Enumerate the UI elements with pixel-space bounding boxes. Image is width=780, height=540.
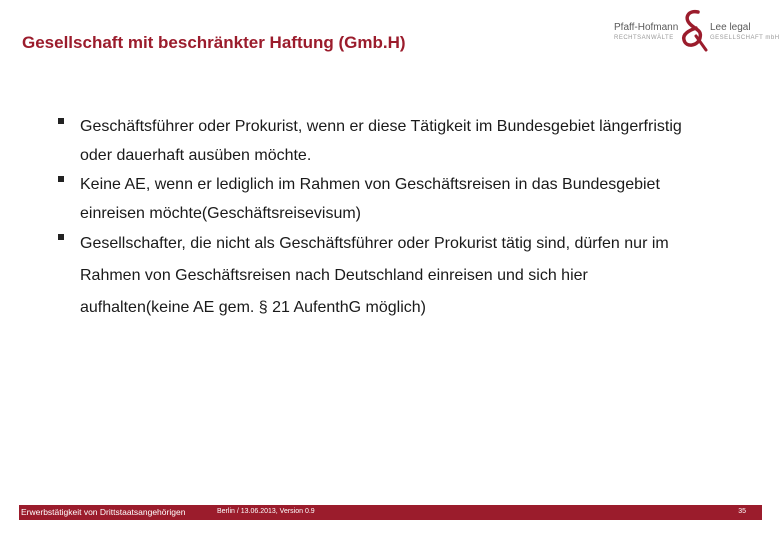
company-logo bbox=[614, 8, 780, 52]
bullet-square-icon bbox=[58, 176, 64, 182]
bullet-line: aufhalten(keine AE gem. § 21 AufenthG möglich) bbox=[80, 299, 426, 316]
logo-left-subtitle: RECHTSANWÄLTE bbox=[614, 35, 674, 41]
list-item bbox=[56, 170, 756, 228]
bullet-line: oder dauerhaft ausüben möchte. bbox=[80, 147, 312, 164]
page-number: 35 bbox=[738, 508, 746, 515]
logo-right-subtitle: GESELLSCHAFT mbH bbox=[710, 35, 780, 41]
footer-bar bbox=[19, 505, 762, 520]
bullet-square-icon bbox=[58, 234, 64, 240]
bullet-list bbox=[56, 112, 756, 324]
page-title: Gesellschaft mit beschränkter Haftung (Gmb.H) bbox=[22, 33, 406, 52]
bullet-line: Geschäftsführer oder Prokurist, wenn er diese Tätigkeit im Bundesgebiet längerfristig bbox=[80, 118, 682, 135]
list-item bbox=[56, 228, 756, 324]
bullet-line: einreisen möchte(Geschäftsreisevisum) bbox=[80, 205, 361, 222]
footer-topic: Erwerbstätigkeit von Drittstaatsangehörigen bbox=[21, 507, 186, 517]
logo-right-name: Lee legal bbox=[710, 22, 751, 33]
footer-date-version: Berlin / 13.06.2013, Version 0.9 bbox=[217, 508, 315, 515]
bullet-square-icon bbox=[58, 118, 64, 124]
ampersand-logo-icon bbox=[676, 8, 710, 52]
logo-left-name: Pfaff-Hofmann bbox=[614, 22, 679, 33]
bullet-line: Keine AE, wenn er lediglich im Rahmen von Geschäftsreisen in das Bundesgebiet bbox=[80, 176, 660, 193]
bullet-line: Gesellschafter, die nicht als Geschäftsführer oder Prokurist tätig sind, dürfen nur im bbox=[80, 235, 669, 252]
bullet-line: Rahmen von Geschäftsreisen nach Deutschland einreisen und sich hier bbox=[80, 267, 588, 284]
list-item bbox=[56, 112, 756, 170]
